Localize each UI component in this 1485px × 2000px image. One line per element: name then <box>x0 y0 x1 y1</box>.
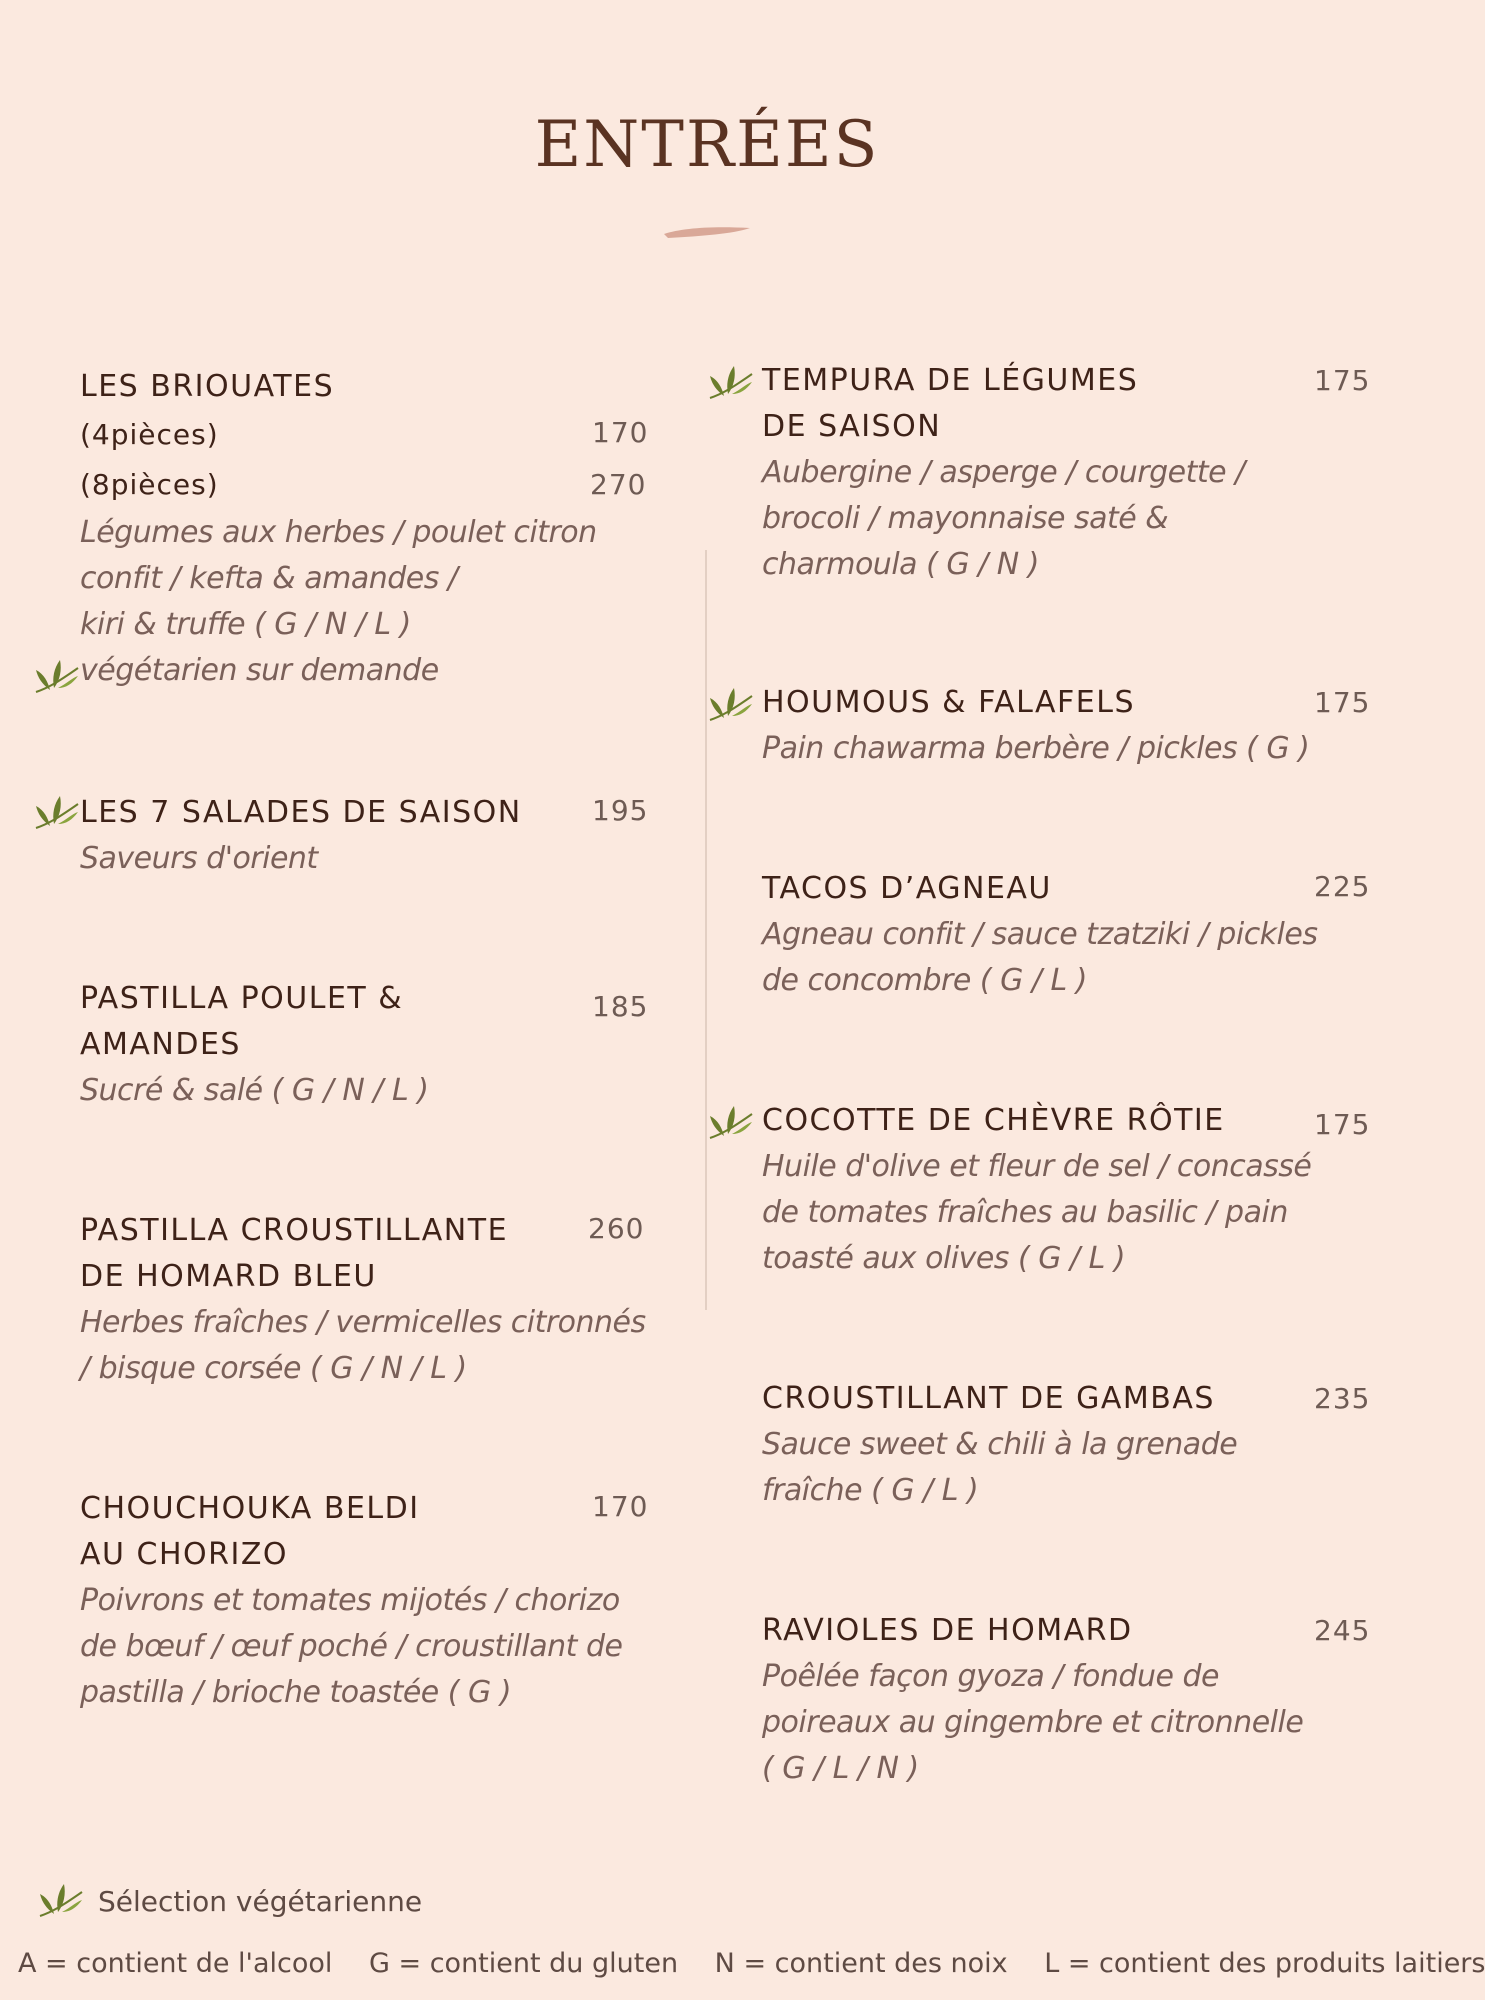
item-name: CROUSTILLANT DE GAMBAS <box>762 1381 1215 1416</box>
item-price: 195 <box>592 794 649 827</box>
legend-allergen-alcohol: A = contient de l'alcool <box>18 1948 333 1979</box>
item-name: LES BRIOUATES <box>80 369 335 404</box>
plant-sprout-icon <box>36 1882 86 1920</box>
legend-vegetarian: Sélection végétarienne <box>98 1885 423 1918</box>
item-price: 175 <box>1314 364 1371 397</box>
item-name: RAVIOLES DE HOMARD <box>762 1613 1133 1648</box>
menu-item-gambas <box>762 1376 1362 1514</box>
item-name: TACOS D’AGNEAU <box>762 871 1052 906</box>
item-description: Pain chawarma berbère / pickles ( G ) <box>762 731 1310 766</box>
item-description: Aubergine / asperge / courgette / brocoli / mayonnaise saté & charmoula ( G / N ) <box>762 455 1245 582</box>
plant-sprout-icon <box>32 658 82 696</box>
legend-allergen-gluten: G = contient du gluten <box>369 1948 679 1979</box>
item-price: 260 <box>588 1212 645 1245</box>
menu-item-briouates <box>80 364 660 694</box>
menu-item-chouchouka <box>80 1486 680 1716</box>
page-title: ENTRÉES <box>534 108 880 182</box>
item-name: PASTILLA POULET & <box>80 981 404 1016</box>
item-name: CHOUCHOUKA BELDI <box>80 1491 420 1526</box>
item-description: Huile d'olive et fleur de sel / concassé de tomates fraîches au basilic / pain toasté aux olives ( G / L ) <box>762 1149 1312 1276</box>
item-price: 245 <box>1314 1614 1371 1647</box>
item-description: Sucré & salé ( G / N / L ) <box>80 1073 429 1108</box>
legend-allergen-dairy: L = contient des produits laitiers <box>1044 1948 1485 1979</box>
item-name: TEMPURA DE LÉGUMES <box>762 363 1139 398</box>
item-name: AU CHORIZO <box>80 1537 288 1572</box>
item-name: HOUMOUS & FALAFELS <box>762 685 1136 720</box>
item-description: Poêlée façon gyoza / fondue de poireaux au gingembre et citronnelle ( G / L / N ) <box>762 1659 1304 1786</box>
item-description: Agneau confit / sauce tzatziki / pickles de concombre ( G / L ) <box>762 917 1318 998</box>
item-name: DE HOMARD BLEU <box>80 1259 377 1294</box>
menu-item-pastilla-poulet <box>80 976 660 1114</box>
portion-label: (8pièces) <box>80 468 219 501</box>
item-name: DE SAISON <box>762 409 942 444</box>
item-name: PASTILLA CROUSTILLANTE <box>80 1213 509 1248</box>
legend-allergens <box>18 1948 1485 1979</box>
menu-item-salades <box>80 790 660 882</box>
item-price: 170 <box>592 1490 649 1523</box>
menu-item-tempura <box>762 358 1322 588</box>
item-name: COCOTTE DE CHÈVRE RÔTIE <box>762 1103 1225 1138</box>
item-description: Saveurs d'orient <box>80 841 318 876</box>
menu-item-ravioles <box>762 1608 1362 1792</box>
item-description: Herbes fraîches / vermicelles citronnés / bisque corsée ( G / N / L ) <box>80 1305 646 1386</box>
item-description: Légumes aux herbes / poulet citron confit / kefta & amandes / kiri & truffe ( G / N / L ) végétarien sur demande <box>80 515 597 688</box>
plant-sprout-icon <box>706 364 756 402</box>
plant-sprout-icon <box>706 686 756 724</box>
item-name: LES 7 SALADES DE SAISON <box>80 795 522 830</box>
item-price: 185 <box>592 990 649 1023</box>
item-price: 175 <box>1314 686 1371 719</box>
plant-sprout-icon <box>32 794 82 832</box>
item-price: 175 <box>1314 1108 1371 1141</box>
menu-item-houmous <box>762 680 1362 772</box>
item-price: 235 <box>1314 1382 1371 1415</box>
menu-item-tacos <box>762 866 1362 1004</box>
column-divider <box>705 550 707 1310</box>
item-description: Poivrons et tomates mijotés / chorizo de bœuf / œuf poché / croustillant de pastilla / brioche toastée ( G ) <box>80 1583 623 1710</box>
item-price: 170 <box>592 416 649 449</box>
item-price: 270 <box>590 468 647 501</box>
menu-item-cocotte <box>762 1098 1362 1282</box>
plant-sprout-icon <box>706 1104 756 1142</box>
item-name: AMANDES <box>80 1027 241 1062</box>
item-price: 225 <box>1314 870 1371 903</box>
brush-stroke-icon <box>662 220 752 242</box>
item-description: Sauce sweet & chili à la grenade fraîche ( G / L ) <box>762 1427 1238 1508</box>
portion-label: (4pièces) <box>80 418 219 451</box>
legend-allergen-nuts: N = contient des noix <box>714 1948 1008 1979</box>
